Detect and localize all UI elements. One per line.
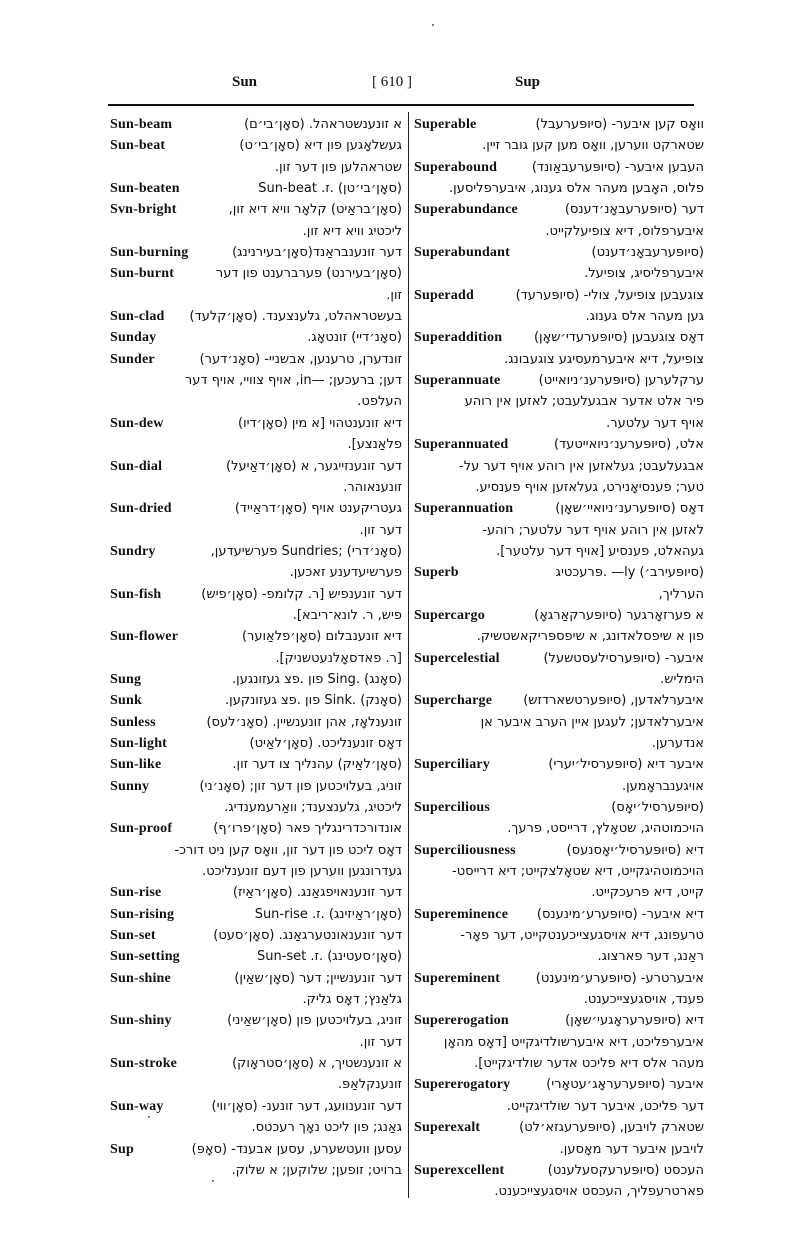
definition-text: (סאָנ׳דיי) זונטאָג. — [307, 330, 402, 346]
definition-text: דער זונענפיש [ר. קלומפ- (סאָן׳פיש) — [201, 586, 402, 602]
headword: Sun-flower — [110, 629, 179, 645]
entry-first-line — [110, 1010, 402, 1031]
definition-continuation: אנדערען. — [651, 735, 704, 751]
dictionary-entry — [110, 584, 402, 627]
definition-text: דיא זונענבלום (סאָן׳פלאַוער) — [241, 629, 402, 645]
entry-first-line — [110, 1053, 402, 1074]
headword: Superadd — [414, 287, 474, 303]
entry-first-line — [110, 242, 402, 263]
entry-first-line — [110, 669, 402, 690]
dictionary-entry — [414, 242, 704, 285]
headword: Sun-stroke — [110, 1056, 178, 1072]
dictionary-entry — [110, 904, 402, 925]
headword: Supereminence — [414, 906, 509, 922]
definition-continuation: מעהר אלס דיא פליכט אדער שולדיגקייט]. — [474, 1056, 704, 1072]
running-header — [0, 74, 788, 98]
definition-text: עסען וועטשערע, עסען אבענד- (סאָפּ) — [191, 1141, 402, 1157]
headword: Supererogatory — [414, 1077, 511, 1093]
dictionary-entry — [110, 456, 402, 499]
definition-continuation: ראַנג, דער פארצוג. — [597, 949, 704, 965]
headword: Sun-proof — [110, 821, 173, 837]
dictionary-entry — [414, 562, 704, 605]
headword: Sun-rising — [110, 906, 175, 922]
headword: Sun-way — [110, 1098, 164, 1114]
dictionary-entry — [414, 1117, 704, 1160]
entry-first-line — [414, 968, 704, 989]
definition-text: דיא (סיופּערסיל׳יאָסנעס) — [566, 842, 704, 858]
dictionary-entry — [110, 733, 402, 754]
dictionary-entry — [110, 541, 402, 584]
definition-continuation: אבגעלעבט; געלאזען אין רוהע אויף דער על- — [459, 458, 704, 474]
definition-continuation: געדרונגען ווערען פון דעם זונענליכט. — [202, 864, 402, 880]
entry-first-line — [110, 498, 402, 519]
dictionary-entry — [414, 1160, 704, 1203]
definition-continuation: פיר אלט אדער אבגעלעבט; לאזען אין רוהע — [464, 394, 704, 410]
print-speck — [148, 1116, 150, 1118]
definition-continuation: איבערפליכט, דיא איבערשולדיגקייט [דאָס מהאָן — [443, 1034, 704, 1050]
entry-first-line — [110, 135, 402, 156]
definition-continuation: גלאַנץ; דאָס גליק. — [302, 992, 402, 1008]
dictionary-entry — [414, 648, 704, 691]
definition-text: א זונענשטיך, א (סאָן׳סטראָוק) — [232, 1056, 402, 1072]
headword: Superabundance — [414, 202, 518, 218]
entry-first-line — [110, 1139, 402, 1160]
headword: Sunny — [110, 778, 150, 794]
definition-text: דיא איבער- (סיופּערע׳מינענס) — [536, 906, 704, 922]
entry-first-line — [414, 1117, 704, 1138]
definition-continuation: העלפט. — [357, 394, 402, 410]
dictionary-entry — [414, 157, 704, 200]
headword: Sun-light — [110, 735, 168, 751]
dictionary-entry — [110, 327, 402, 348]
definition-text: דער זונענשיין; דער (סאָן׳שאַין) — [234, 970, 402, 986]
dictionary-entry — [414, 690, 704, 754]
entry-first-line — [414, 690, 704, 711]
dictionary-entry — [414, 797, 704, 840]
headword: Sun-set — [110, 928, 156, 944]
definition-continuation: פיש, ר. לונא־ריבא]. — [292, 607, 402, 623]
entry-first-line — [110, 263, 402, 284]
entry-first-line — [414, 285, 704, 306]
headword: Superabound — [414, 159, 498, 175]
headword: Sunless — [110, 714, 156, 730]
definition-text: (סיופּערעבאָנ׳דענט) — [591, 245, 704, 261]
definition-continuation: אויף דער עלטער. — [606, 415, 704, 431]
headword: Sunder — [110, 351, 155, 367]
entry-first-line — [110, 754, 402, 775]
definition-text: געטריקענט אויף (סאָן׳דראַייד) — [234, 501, 402, 517]
dictionary-entry — [110, 1096, 402, 1139]
headword: Sun-clad — [110, 309, 165, 325]
definition-text: זונענלאָז, אהן זונענשיין. (סאָנ׳לעס) — [206, 714, 402, 730]
definition-continuation: גאַנג; פון ליכט נאָך רעכטס. — [251, 1120, 402, 1136]
dictionary-entry — [110, 712, 402, 733]
dictionary-entry — [414, 754, 704, 797]
headword: Sunk — [110, 693, 142, 709]
print-speck — [212, 1180, 214, 1182]
entry-first-line — [110, 349, 402, 370]
headword: Sun-shine — [110, 970, 171, 986]
definition-continuation: ברויט; זופען; שלוקען; א שלוק. — [231, 1162, 402, 1178]
entry-first-line — [110, 818, 402, 839]
definition-text: אלט, (סיופּערענ׳ניואייטעד) — [554, 437, 704, 453]
header-left-guide-word: Sun — [232, 74, 258, 90]
dictionary-entry — [414, 370, 704, 434]
definition-text: זונדערן, טרענען, אבשניי- (סאָנ׳דער) — [199, 351, 402, 367]
entry-first-line — [110, 925, 402, 946]
definition-continuation: הערליך, — [658, 586, 704, 602]
dictionary-entry — [414, 434, 704, 498]
entry-first-line — [110, 584, 402, 605]
entry-first-line — [414, 370, 704, 391]
definition-continuation: איבערפליסיג, צופיעל. — [584, 266, 704, 282]
entry-first-line — [110, 946, 402, 967]
definition-text: זוניג, בעלויכטען פון דער זון; (סאָנ׳ני) — [199, 778, 402, 794]
dictionary-entry — [110, 306, 402, 327]
definition-continuation: זון. — [386, 287, 402, 303]
entry-first-line — [110, 306, 402, 327]
dictionary-entry — [414, 840, 704, 904]
definition-text: בעשטראהלט, גלענצענד. (סאָן׳קלעד) — [189, 309, 402, 325]
definition-text: דאָס (סיופּערענ׳ניואיי׳שאָן) — [555, 501, 704, 517]
definition-continuation: דער פליכט, איבער דער שולדיגקייט. — [506, 1098, 704, 1114]
dictionary-entry — [110, 669, 402, 690]
headword: Sun-fish — [110, 586, 162, 602]
dictionary-entry — [414, 968, 704, 1011]
entry-first-line — [414, 434, 704, 455]
dictionary-entry — [110, 199, 402, 242]
definition-text: דאָס צוגעבען (סיופּערעדי׳שאָן) — [533, 330, 704, 346]
headword: Sun-dew — [110, 415, 164, 431]
dictionary-entry — [110, 413, 402, 456]
definition-text: דאָס זונענליכט. (סאָן׳לאַיט) — [249, 735, 402, 751]
definition-text: (סאָן׳סעטינג) .ז. Sun-set — [256, 949, 402, 965]
headword: Superabundant — [414, 245, 510, 261]
definition-continuation: פענד, אויסגעצייכענט. — [583, 992, 704, 1008]
dictionary-entry — [110, 818, 402, 882]
definition-continuation: [ר. פאדסאָלנעטשניק]. — [275, 650, 402, 666]
definition-continuation: הויכמוטהיג, שטאָלץ, דרייסט, פרעך. — [507, 821, 704, 837]
dictionary-entry — [110, 178, 402, 199]
dictionary-entry — [110, 946, 402, 967]
entry-first-line — [110, 733, 402, 754]
definition-text: (סיופּערסיל׳יאָס) — [611, 800, 704, 815]
headword: Sun-rise — [110, 885, 162, 901]
headword: Sun-shiny — [110, 1013, 172, 1029]
entry-first-line — [414, 648, 704, 669]
dictionary-entry — [414, 285, 704, 328]
definition-text: דער זונענאויפגאַנג. (סאָן׳ראַיז) — [232, 885, 402, 901]
entry-first-line — [414, 562, 704, 583]
headword: Sun-beat — [110, 138, 166, 154]
headword: Sun-setting — [110, 949, 180, 965]
definition-continuation: שטארקט ווערען, וואָס מען קען גובר זיין. — [482, 138, 704, 154]
dictionary-entry — [414, 1010, 704, 1074]
definition-continuation: דאָס ליכט פון דער זון, וואָס קען ניט דורכ- — [174, 842, 402, 858]
definition-continuation: פלאַנצע]. — [347, 437, 402, 453]
definition-text: העבען איבער- (סיופּערעבאַונד) — [531, 159, 704, 175]
dictionary-entry — [110, 968, 402, 1011]
entry-first-line — [414, 498, 704, 519]
headword: Supercharge — [414, 693, 493, 709]
dictionary-entry — [110, 135, 402, 178]
entry-first-line — [414, 157, 704, 178]
entry-first-line — [414, 199, 704, 220]
definition-continuation: דער זון. — [359, 522, 402, 538]
headword: Superannuation — [414, 501, 514, 517]
dictionary-entry — [110, 349, 402, 413]
definition-continuation: לאזען אין רוהע אויף דער עלטער; רוהע- — [482, 522, 704, 538]
left-column — [110, 114, 402, 1181]
entry-first-line — [414, 1160, 704, 1181]
definition-text: א פערזאָרגער (סיופּערקאַרגאָ) — [534, 607, 704, 623]
definition-continuation: פערשיעדענע זאכען. — [289, 565, 402, 581]
entry-first-line — [110, 968, 402, 989]
definition-text: אונדורכדרינגליך פאר (סאָן׳פרו׳ף) — [213, 821, 402, 837]
definition-continuation: פון א שיפסלאדונג, א שיפספּריקאשטשיק. — [476, 629, 704, 645]
entry-first-line — [110, 114, 402, 135]
headword: Sup — [110, 1141, 134, 1157]
definition-continuation: געהאלט, פענסיע [אויף דער עלטער]. — [496, 543, 704, 559]
dictionary-entry — [110, 1053, 402, 1096]
headword: Supereminent — [414, 970, 501, 986]
headword: Superexalt — [414, 1120, 481, 1136]
definition-continuation: ליכטיג, גלענצענד; וואַרעמענדיג. — [224, 800, 402, 815]
definition-text: דער זונענזייגער, א (סאָן׳דאַיעל) — [226, 458, 402, 474]
entry-first-line — [414, 904, 704, 925]
entry-first-line — [110, 413, 402, 434]
definition-text: (סאָן׳בעירנט) פערברענט פון דער — [215, 266, 402, 282]
definition-continuation: אויגענבראָמען. — [621, 778, 704, 794]
definition-text: (סאָן׳בראַיט) קלאָר וויא דיא זון, — [228, 202, 402, 218]
headword: Supererogation — [414, 1013, 509, 1029]
definition-continuation: שטראהלען פון דער זון. — [274, 159, 402, 175]
headword: Superciliary — [414, 757, 491, 773]
headword: Sun-burnt — [110, 266, 175, 282]
definition-text: איבערלאדען, (סיופּערטשארדזש) — [523, 693, 704, 709]
entry-first-line — [414, 605, 704, 626]
definition-text: דיא (סיופּערעראָגעי׳שאָן) — [565, 1013, 704, 1029]
headword: Superaddition — [414, 330, 503, 346]
definition-continuation: דער זון. — [359, 1034, 402, 1050]
headword: Superexcellent — [414, 1162, 505, 1178]
dictionary-entry — [110, 242, 402, 263]
headword: Sundry — [110, 543, 156, 559]
definition-text: דער זונענאונטערגאַנג. (סאָן׳סעט) — [213, 928, 402, 944]
definition-continuation: טרעפונג, דיא אויסגעצייכענטקייט, דער פאָר- — [460, 928, 704, 944]
dictionary-entry — [110, 114, 402, 135]
definition-text: (סאָנק) .Sink פון .פצ געזונקען. — [225, 693, 402, 709]
entry-first-line — [110, 712, 402, 733]
dictionary-entry — [110, 498, 402, 541]
column-divider — [408, 112, 409, 1198]
entry-first-line — [110, 327, 402, 348]
definition-text: שטארק לויבען, (סיופּערעגזא׳לט) — [519, 1120, 704, 1136]
definition-text: איבערטרע- (סיופּערע׳מינענט) — [535, 970, 704, 986]
entry-first-line — [414, 242, 704, 263]
entry-first-line — [110, 199, 402, 220]
right-column — [414, 114, 704, 1203]
definition-text: העכסט (סיופּערעקסעלענט) — [547, 1162, 704, 1178]
definition-text: (סאָן׳בי׳טן) .ז. Sun-beat — [258, 181, 402, 197]
entry-first-line — [110, 1096, 402, 1117]
definition-continuation: איבערפלוס, דיא צופיעלקייט. — [545, 223, 704, 239]
headword: Sunday — [110, 330, 157, 346]
dictionary-entry — [414, 904, 704, 968]
header-rule — [108, 104, 694, 106]
headword: Sung — [110, 671, 142, 687]
entry-first-line — [110, 904, 402, 925]
dictionary-entry — [414, 1074, 704, 1117]
definition-text: דער זונענבראַנד(סאָן׳בעירנינג) — [232, 245, 402, 261]
definition-continuation: לויבען איבער דער מאָסען. — [559, 1141, 704, 1157]
definition-text: (סיופּעירב׳) ly— .פּרעכטיג — [555, 565, 704, 581]
definition-text: איבער דיא (סיופּערסיל׳יערי) — [548, 757, 704, 773]
headword: Sun-burning — [110, 245, 189, 261]
headword: Supercelestial — [414, 650, 500, 666]
definition-continuation: קייט, דיא פרעכקייט. — [591, 885, 704, 901]
headword: Superciliousness — [414, 842, 516, 858]
dictionary-entry — [110, 1010, 402, 1053]
definition-text: דער זונענוועג, דער זונענ- (סאָן׳ווי) — [211, 1098, 402, 1114]
entry-first-line — [414, 1010, 704, 1031]
definition-continuation: צופיעל, דיא איבערמעסיגע צוגעבונג. — [504, 351, 704, 367]
entry-first-line — [414, 327, 704, 348]
headword: Sun-beam — [110, 117, 173, 132]
definition-text: זוניג, בעלויכטען פון (סאָן׳שאַיני) — [227, 1013, 402, 1029]
print-speck — [432, 24, 434, 26]
dictionary-entry — [110, 776, 402, 819]
dictionary-entry — [414, 327, 704, 370]
dictionary-entry — [414, 498, 704, 562]
headword: Superannuated — [414, 437, 509, 453]
definition-continuation: הימליש. — [660, 671, 704, 687]
definition-text: צוגעבען צופיעל, צולי- (סיופּערעד) — [515, 287, 704, 303]
headword: Supercilious — [414, 800, 491, 815]
dictionary-entry — [110, 1139, 402, 1182]
dictionary-entry — [414, 114, 704, 157]
dictionary-entry — [110, 882, 402, 903]
entry-first-line — [414, 114, 704, 135]
headword: Supercargo — [414, 607, 485, 623]
headword: Superannuate — [414, 373, 501, 389]
headword: Svn-bright — [110, 202, 177, 218]
entry-first-line — [414, 797, 704, 818]
entry-first-line — [110, 456, 402, 477]
entry-first-line — [414, 1074, 704, 1095]
definition-text: (סאָנג) .Sing פון .פצ געזונגען. — [232, 671, 402, 687]
definition-text: (סאָנ׳דרי) ;Sundries פערשיעדען, — [210, 543, 402, 559]
dictionary-entry — [414, 605, 704, 648]
definition-continuation: ליכטיג וויא דיא זון. — [302, 223, 402, 239]
definition-text: איבער- (סיופּערסילעסטשעל) — [543, 650, 704, 666]
headword: Sun-beaten — [110, 181, 180, 197]
page-number: [ 610 ] — [372, 74, 412, 90]
entry-first-line — [110, 178, 402, 199]
headword: Sun-dried — [110, 501, 172, 517]
headword: Sun-dial — [110, 458, 163, 474]
headword: Superb — [414, 565, 459, 581]
entry-first-line — [110, 776, 402, 797]
header-right-guide-word: Sup — [515, 74, 541, 90]
definition-continuation: פארטרעפליך, העכסט אויסגעצייכענט. — [494, 1184, 704, 1200]
definition-continuation: גען מעהר אלס גענוג. — [585, 309, 704, 325]
definition-continuation: איבערלאדען; לעגען איין הערב איבער אן — [480, 714, 704, 730]
definition-continuation: זונענאוהר. — [343, 479, 402, 495]
entry-first-line — [110, 541, 402, 562]
headword: Sun-like — [110, 757, 162, 773]
dictionary-entry — [110, 626, 402, 669]
entry-first-line — [110, 626, 402, 647]
definition-text: (סאָן׳ראַיזינג) .ז. Sun-rise — [254, 906, 402, 922]
entry-first-line — [110, 882, 402, 903]
definition-text: איבער (סיופּערעראָג׳עטאָרי) — [546, 1077, 704, 1093]
dictionary-entry — [414, 199, 704, 242]
definition-continuation: הויכמוטהיגקייט, דיא שטאָלצקייט; דיא דרייסט- — [452, 864, 704, 880]
definition-text: וואָס קען איבער- (סיופּערעבל) — [535, 117, 704, 132]
headword: Superable — [414, 117, 477, 132]
definition-continuation: זונענקלאַפּ. — [337, 1077, 402, 1093]
definition-text: (סאָן׳לאַיק) עהנליך צו דער זון. — [232, 757, 402, 773]
entry-first-line — [414, 840, 704, 861]
definition-text: דער (סיופּערעבאָנ׳דענס) — [564, 202, 704, 218]
definition-text: ערקלערען (סיופּערענ׳ניואייט) — [538, 373, 704, 389]
definition-text: א זונענשטראהל. (סאָן׳בי׳ם) — [244, 117, 402, 132]
dictionary-entry — [110, 754, 402, 775]
entry-first-line — [110, 690, 402, 711]
definition-continuation: דען; ברעכען; —in, אויף צוויי, אויף דער — [184, 373, 402, 389]
definition-continuation: פלוס, האָבען מעהר אלס גענוג, איבערפליסען. — [449, 181, 704, 197]
entry-first-line — [414, 754, 704, 775]
definition-continuation: טער; פענסיאָנירט, געלאזען אויף פענסיע. — [475, 479, 704, 495]
dictionary-entry — [110, 690, 402, 711]
dictionary-entry — [110, 925, 402, 946]
definition-text: געשלאָגען פון דיא (סאָן׳בי׳ט) — [239, 138, 402, 154]
dictionary-entry — [110, 263, 402, 306]
definition-text: דיא זונענטהוי [א מין (סאָן׳דיו) — [238, 415, 402, 431]
